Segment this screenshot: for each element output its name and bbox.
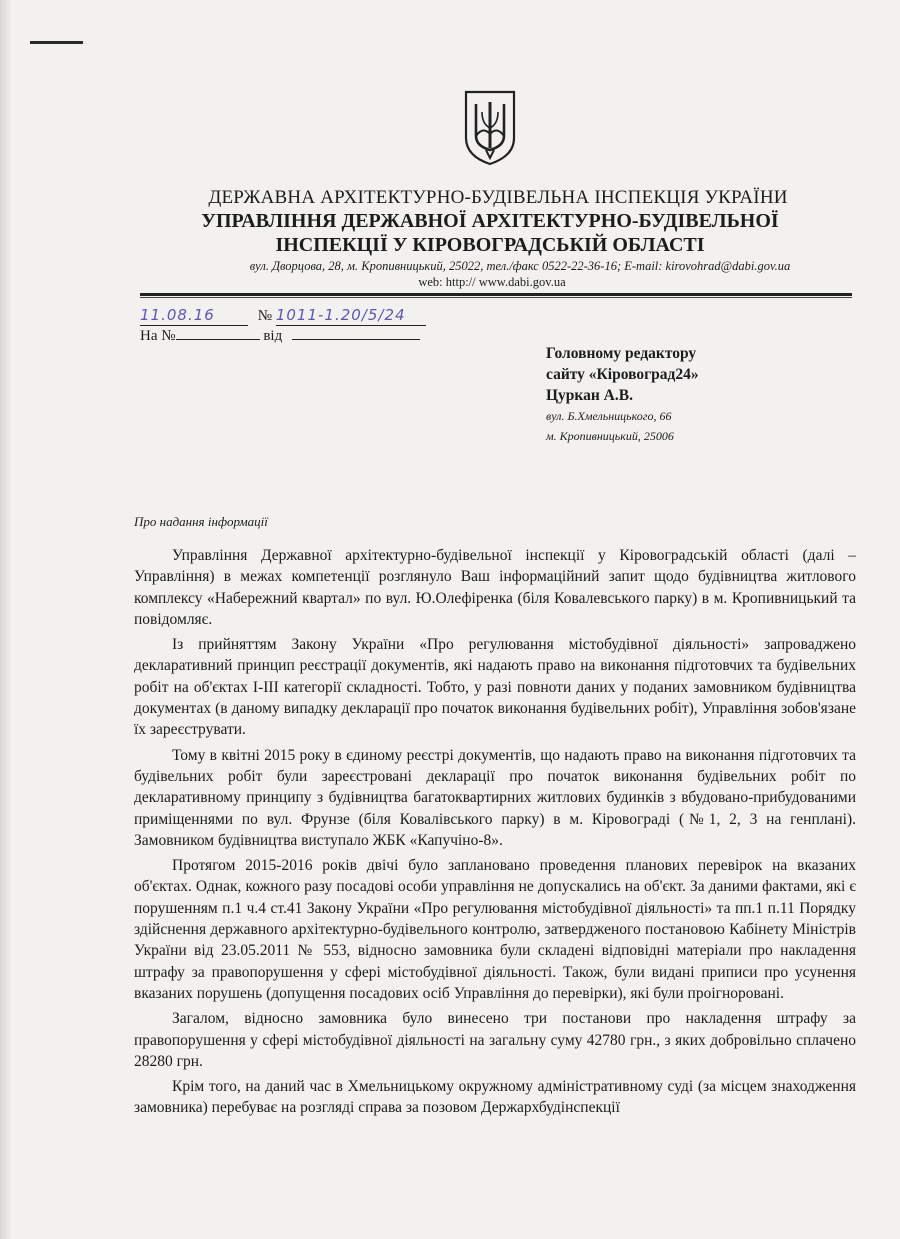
header-rule-thick [140,293,852,296]
paragraph: Крім того, на даний час в Хмельницькому окружному адміністративному суді (за місцем знаходження замовника) перебуває на розгляді справа за позовом Держархбудінспекції [134,1078,856,1117]
outgoing-registration [140,306,426,326]
website: web: http:// www.dabi.gov.ua [418,275,566,289]
recipient-city: м. Кропивницький, 25006 [546,429,674,443]
paragraph: Загалом, відносно замовника було винесено три постанови про накладення штрафу за правопорушення у сфері містобудівної діяльності на загальну суму 42780 грн., з яких добровільно сплачено 28280 грн. [134,1010,856,1070]
contact-address: вул. Дворцова, 28, м. Кропивницький, 25022, тел./факс 0522-22-36-16; E-mail: kirovohrad@dabi.gov.ua [249,259,791,273]
recipient-street: вул. Б.Хмельницького, 66 [546,409,672,423]
header-rule-thin [140,297,852,298]
trident-emblem-icon [460,88,520,166]
corner-mark [30,41,83,44]
department-title-line1: УПРАВЛІННЯ ДЕРЖАВНОЇ АРХІТЕКТУРНО-БУДІВЕЛЬНОЇ [201,210,779,232]
recipient-title-2: сайту «Кіровоград24» [546,366,699,383]
reference-registration [140,328,420,345]
recipient-block [546,343,699,446]
outgoing-date: 11.08.16 [140,306,215,324]
reference-number-label: На № [140,328,176,344]
outgoing-number: 1011-1.20/5/24 [275,306,406,324]
department-title-line2: ІНСПЕКЦІЇ У КІРОВОГРАДСЬКІЙ ОБЛАСТІ [275,234,705,256]
paragraph: Тому в квітні 2015 року в єдиному реєстрі документів, що надають право на виконання підготовчих та будівельних робіт були зареєстровані декларації про початок виконання будівельних робіт по декларативному принципу з будівництва багатоквартирних житлових будинків з вбудовано-прибудованими приміщеннями по вул. Фрунзе (біля Ковалівського парку) в м. Кіровограді (№1, 2, 3 на генплані). Замовником будівництва виступало ЖБК «Капучіно-8». [134,746,856,849]
scan-edge-shadow [0,0,12,1239]
number-label: № [257,308,273,324]
reference-from-label: від [263,328,283,344]
paragraph: Управління Державної архітектурно-будівельної інспекції у Кіровоградській області (далі – Управління) в межах компетенції розглянуло Ваш інформаційний запит щодо будівництва житлового комплексу «Набережний квартал» по вул. Ю.Олефіренка (біля Ковалевського парку) в м. Кропивницький та повідомляє. [134,547,856,628]
paragraph: Із прийняттям Закону України «Про регулювання містобудівної діяльності» запроваджено декларативний принцип реєстрації документів, які надають право на виконання підготовчих та будівельних робіт на об'єктах І-ІІІ категорії складності. Тобто, у разі повноти даних у поданих замовником будівництва документах (в даному випадку декларації про початок виконання будівельних робіт), Управління зобов'язане їх зареєструвати. [134,636,856,739]
letter-body [134,545,856,1123]
recipient-title-1: Головному редактору [546,345,697,362]
recipient-name: Цуркан А.В. [546,387,633,404]
letter-subject: Про надання інформації [134,514,268,529]
paragraph: Протягом 2015-2016 років двічі було заплановано проведення планових перевірок на вказаних об'єктах. Однак, кожного разу посадові особи управління не допускались на об'єкт. За даними фактами, які є порушенням п.1 ч.4 ст.41 Закону України «Про регулювання містобудівної діяльності» та пп.1 п.11 Порядку здійснення державного архітектурно-будівельного контролю, затвердженого постановою Кабінету Міністрів України від 23.05.2011 № 553, відносно замовника були складені відповідні матеріали про накладення штрафу за правопорушення у сфері містобудівної діяльності. Також, були видані приписи про усунення вказаних порушень (допущення посадових осіб Управління до перевірки), які були проігноровані. [134,857,856,1002]
agency-title: ДЕРЖАВНА АРХІТЕКТУРНО-БУДІВЕЛЬНА ІНСПЕКЦІЯ УКРАЇНИ [208,187,788,208]
